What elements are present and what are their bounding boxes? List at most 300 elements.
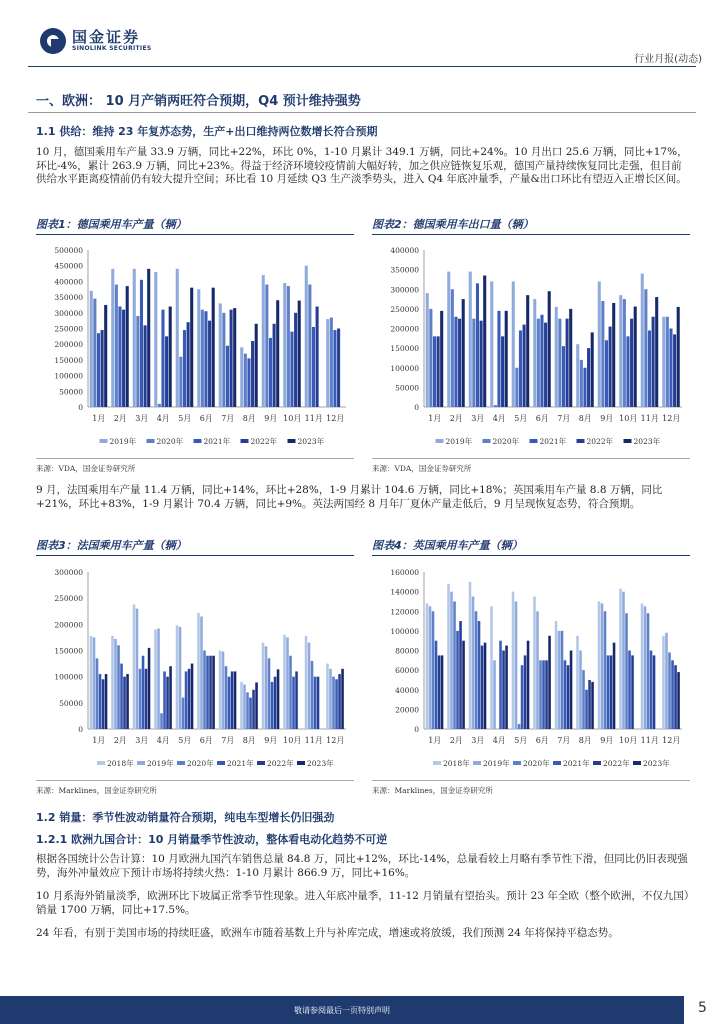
chart-france-production [36, 562, 354, 777]
bar [154, 272, 157, 407]
bar [576, 636, 579, 729]
bar [147, 269, 150, 407]
bar [652, 317, 655, 407]
bar [458, 319, 461, 407]
x-tick-label: 2月 [449, 414, 463, 423]
bar [225, 666, 228, 729]
bar [294, 313, 297, 407]
bar [622, 592, 625, 729]
legend-label: 2019年 [483, 759, 510, 768]
bar [158, 404, 161, 407]
bar [133, 604, 136, 729]
figure-3-title-rule [36, 555, 354, 556]
bar [161, 310, 164, 407]
paragraph-france-uk: 9 月，法国乘用车产量 11.4 万辆，同比+14%，环比+28%，1-9 月累计 104.6 万辆，同比+18%；英国乘用车产量 8.8 万辆，同比+21%，环比+83%，1-9 月累计 70.4 万辆，同比+9%。英法两国经 8 月年厂夏休产量走低后，9 月呈现恢复态势，符合预期。 [36, 484, 663, 510]
bar [523, 325, 526, 407]
bar [326, 319, 329, 407]
x-tick-label: 5月 [514, 736, 528, 745]
bar [539, 660, 542, 729]
bar [314, 677, 317, 729]
legend-label: 2019年 [445, 437, 473, 446]
bar [274, 677, 277, 729]
legend-label: 2023年 [633, 437, 661, 446]
x-tick-label: 9月 [264, 736, 278, 745]
bar [93, 637, 96, 729]
bar [555, 621, 558, 729]
bar [628, 651, 631, 730]
x-tick-label: 8月 [578, 736, 592, 745]
bar [459, 621, 462, 729]
x-tick-label: 10月 [619, 414, 638, 423]
bar [469, 272, 472, 407]
bar [653, 655, 656, 729]
bar [252, 690, 255, 729]
section-title: 一、欧洲： 10 月产销两旺符合预期，Q4 预计维持强势 [36, 94, 361, 109]
bar [99, 674, 102, 729]
bar [544, 323, 547, 407]
page-number: 5 [698, 1000, 707, 1016]
bar [133, 269, 136, 407]
bar [677, 672, 680, 729]
bar [591, 332, 594, 407]
logo-en: SINOLINK SECURITIES [72, 45, 152, 52]
footer-disclaimer: 敬请参阅最后一页特别声明 [294, 1006, 390, 1015]
legend-swatch [297, 761, 305, 765]
x-tick-label: 6月 [199, 736, 213, 745]
bar [456, 631, 459, 729]
bar [437, 336, 440, 407]
bar [542, 660, 545, 729]
bar [585, 690, 588, 729]
bar [605, 340, 608, 407]
bar [526, 295, 529, 407]
subsection-1-1-title: 1.1 供给：维持 23 年复苏态势，生产+出口维持两位数增长符合预期 [36, 125, 378, 138]
bar [558, 631, 561, 729]
bar [212, 288, 215, 407]
bar [136, 316, 139, 407]
legend-label: 2022年 [603, 759, 630, 768]
section-divider [28, 112, 696, 113]
bar [169, 666, 172, 729]
legend-label: 2020年 [523, 759, 550, 768]
x-tick-label: 4月 [156, 414, 170, 423]
bar [519, 330, 522, 407]
x-tick-label: 11月 [640, 414, 659, 423]
bar [494, 405, 497, 407]
legend-swatch [241, 439, 249, 443]
bar [671, 660, 674, 729]
bar [111, 269, 114, 407]
bar [666, 317, 669, 407]
paragraph-sales-3: 24 年看，有别于美国市场的持续旺盛，欧洲车市随着基数上升与补库完成，增速或将放缓，我们预测 24 年将保持平稳态势。 [36, 927, 619, 939]
figure-4-title: 图表4：英国乘用车产量（辆） [372, 539, 523, 552]
y-tick-label: 150000 [390, 344, 419, 354]
bar [163, 671, 166, 729]
legend-label: 2018年 [443, 759, 470, 768]
bar [497, 311, 500, 407]
bar [126, 286, 129, 407]
y-tick-label: 50000 [395, 383, 419, 393]
legend-label: 2019年 [109, 437, 137, 446]
bar [169, 307, 172, 407]
bar [429, 606, 432, 729]
bar [139, 669, 142, 729]
bar [582, 670, 585, 729]
bar [462, 299, 465, 407]
bar [126, 674, 129, 729]
bar [228, 677, 231, 729]
logo-icon [40, 28, 66, 54]
bar [569, 309, 572, 407]
y-tick-label: 150000 [54, 355, 83, 365]
legend-swatch [473, 761, 481, 765]
bar [631, 655, 634, 729]
y-tick-label: 100000 [390, 363, 419, 373]
bar [136, 609, 139, 729]
legend-swatch [97, 761, 105, 765]
y-tick-label: 200000 [54, 340, 83, 350]
bar [598, 601, 601, 729]
bar [197, 289, 200, 407]
bar [601, 603, 604, 729]
bar [478, 621, 481, 729]
bar [647, 613, 650, 729]
legend-swatch [624, 439, 632, 443]
legend-label: 2023年 [307, 759, 334, 768]
bar [475, 611, 478, 729]
x-tick-label: 5月 [178, 736, 192, 745]
bar [558, 319, 561, 407]
y-tick-label: 250000 [54, 594, 83, 604]
bar [123, 677, 126, 729]
bar [515, 368, 518, 407]
bar [677, 307, 680, 407]
bar [438, 655, 441, 729]
bar [527, 641, 530, 729]
bar [182, 698, 185, 729]
y-tick-label: 400000 [54, 277, 83, 287]
legend-label: 2018年 [107, 759, 134, 768]
y-tick-label: 100000 [390, 626, 419, 636]
bar [277, 669, 280, 729]
x-tick-label: 2月 [449, 736, 463, 745]
figure-2-source: 来源：VDA，国金证券研究所 [372, 464, 472, 473]
legend-label: 2019年 [147, 759, 174, 768]
bar [144, 325, 147, 407]
bar [118, 307, 121, 407]
bar [426, 293, 429, 407]
bar [262, 643, 265, 729]
bar [120, 664, 123, 729]
x-tick-label: 2月 [113, 414, 127, 423]
bar [462, 641, 465, 729]
x-tick-label: 3月 [471, 736, 485, 745]
bar [674, 665, 677, 729]
figure-2-title: 图表2：德国乘用车出口量（辆） [372, 218, 534, 231]
x-tick-label: 12月 [326, 736, 345, 745]
x-tick-label: 1月 [92, 736, 106, 745]
bar [483, 276, 486, 407]
bar [145, 669, 148, 729]
x-tick-label: 3月 [135, 736, 149, 745]
bar [330, 318, 333, 407]
bar [311, 661, 314, 729]
bar [219, 303, 222, 407]
bar [96, 658, 99, 729]
x-tick-label: 10月 [283, 736, 302, 745]
bar [243, 685, 246, 729]
bar [634, 307, 637, 407]
bar [234, 671, 237, 729]
bar [610, 655, 613, 729]
y-tick-label: 200000 [390, 324, 419, 334]
bar [160, 713, 163, 729]
bar [93, 299, 96, 407]
y-tick-label: 50000 [59, 387, 83, 397]
bar [454, 317, 457, 407]
bar [613, 643, 616, 729]
figure-1-source: 来源：VDA，国金证券研究所 [36, 464, 136, 473]
bar [240, 682, 243, 729]
legend-label: 2022年 [586, 437, 614, 446]
bar [641, 274, 644, 407]
y-tick-label: 300000 [54, 568, 83, 577]
legend-swatch [483, 439, 491, 443]
bar [295, 671, 298, 729]
bar [548, 636, 551, 729]
y-tick-label: 150000 [54, 646, 83, 656]
chart-uk-production [372, 562, 690, 777]
bar [662, 636, 665, 729]
bar [472, 597, 475, 729]
bar [246, 692, 249, 729]
x-tick-label: 6月 [535, 736, 549, 745]
x-tick-label: 10月 [283, 414, 302, 423]
legend-swatch [100, 439, 108, 443]
bar [269, 338, 272, 407]
bar [612, 303, 615, 407]
bar [206, 656, 209, 729]
bar [255, 324, 258, 407]
bar [233, 308, 236, 407]
bar [200, 616, 203, 729]
bar [226, 346, 229, 407]
chart-germany-export [372, 240, 690, 455]
y-tick-label: 140000 [390, 587, 419, 597]
bar [447, 272, 450, 407]
bar [185, 671, 188, 729]
figure-1-title: 图表1：德国乘用车产量（辆） [36, 218, 187, 231]
bar [619, 295, 622, 407]
logo-cn: 国金证券 [72, 28, 141, 46]
x-tick-label: 12月 [326, 414, 345, 423]
bar [231, 671, 234, 729]
subsection-1-2-1-title: 1.2.1 欧洲九国合计：10 月销量季节性波动，整体看电动化趋势不可逆 [36, 833, 388, 846]
y-tick-label: 40000 [395, 685, 419, 695]
bar [480, 321, 483, 407]
bar [165, 336, 168, 407]
bar [332, 677, 335, 729]
bar [669, 329, 672, 408]
header-divider [28, 66, 696, 67]
y-tick-label: 0 [414, 725, 419, 734]
bar [441, 655, 444, 729]
bar [583, 368, 586, 407]
x-tick-label: 11月 [304, 736, 323, 745]
bar [222, 652, 225, 729]
bar [204, 311, 207, 407]
x-tick-label: 9月 [264, 414, 278, 423]
bar [555, 307, 558, 407]
bar [601, 301, 604, 407]
bar [644, 606, 647, 729]
bar [469, 582, 472, 729]
bar [117, 645, 120, 729]
bar [230, 310, 233, 407]
bar [90, 291, 93, 407]
bar [203, 651, 206, 730]
bar [429, 309, 432, 407]
bar [176, 625, 179, 729]
bar [518, 724, 521, 729]
bar [289, 656, 292, 729]
y-tick-label: 250000 [390, 304, 419, 314]
bar [247, 358, 250, 407]
x-tick-label: 1月 [428, 736, 442, 745]
legend-swatch [257, 761, 265, 765]
figure-3-title: 图表3：法国乘用车产量（辆） [36, 539, 187, 552]
company-logo [40, 28, 151, 54]
x-tick-label: 1月 [428, 414, 442, 423]
x-tick-label: 6月 [535, 414, 549, 423]
bar [648, 330, 651, 407]
figure-4-title-rule [372, 555, 690, 556]
bar [305, 266, 308, 407]
legend-label: 2021年 [203, 437, 231, 446]
legend-label: 2022年 [250, 437, 278, 446]
y-tick-label: 50000 [59, 698, 83, 708]
bar [101, 330, 104, 407]
bar [490, 606, 493, 729]
bar [104, 305, 107, 407]
bar [607, 655, 610, 729]
legend-label: 2023年 [643, 759, 670, 768]
y-tick-label: 20000 [395, 705, 419, 715]
legend-swatch [633, 761, 641, 765]
legend-swatch [137, 761, 145, 765]
y-tick-label: 500000 [54, 246, 83, 255]
x-tick-label: 8月 [242, 414, 256, 423]
bar [338, 674, 341, 729]
paragraph-sales-2: 10 月系海外销量淡季，欧洲环比下坡属正常季节性现象。进入年底冲量季，11-12 月销量有望抬头。预计 23 年全欧（整个欧洲，不仅九国）销量 1700 万辆，同比+17.5%。 [36, 890, 690, 916]
bar [140, 280, 143, 407]
bar [505, 311, 508, 407]
bar [533, 299, 536, 407]
bar [326, 664, 329, 729]
bar [579, 651, 582, 730]
bar [341, 669, 344, 729]
bar [501, 336, 504, 407]
bar [212, 656, 215, 729]
bar [312, 327, 315, 407]
bar [283, 635, 286, 729]
bar [490, 281, 493, 407]
legend-swatch [553, 761, 561, 765]
bar [283, 283, 286, 407]
bar [298, 301, 301, 407]
bar [191, 664, 194, 729]
bar [561, 631, 564, 729]
figure-3-source-rule [36, 780, 354, 781]
bar [502, 651, 505, 730]
bar [435, 641, 438, 729]
bar [588, 680, 591, 729]
bar [662, 317, 665, 407]
bar [201, 310, 204, 407]
legend-label: 2020年 [187, 759, 214, 768]
bar [484, 643, 487, 729]
x-tick-label: 4月 [492, 736, 506, 745]
bar [453, 601, 456, 729]
x-tick-label: 8月 [578, 414, 592, 423]
bar [249, 698, 252, 729]
bar [286, 637, 289, 729]
y-tick-label: 350000 [54, 293, 83, 303]
bar [333, 330, 336, 407]
bar [650, 651, 653, 730]
figure-2-source-rule [372, 458, 690, 459]
y-tick-label: 120000 [390, 607, 419, 617]
figure-1-source-rule [36, 458, 354, 459]
x-tick-label: 12月 [662, 736, 681, 745]
legend-swatch [513, 761, 521, 765]
x-tick-label: 11月 [304, 414, 323, 423]
y-tick-label: 100000 [54, 672, 83, 682]
y-tick-label: 80000 [395, 646, 419, 656]
bar [142, 656, 145, 729]
bar [255, 682, 258, 729]
bar [619, 589, 622, 729]
chart-germany-production [36, 240, 354, 455]
bar [265, 646, 268, 729]
legend-swatch [177, 761, 185, 765]
bar [251, 341, 254, 407]
legend-swatch [530, 439, 538, 443]
bar [626, 336, 629, 407]
y-tick-label: 0 [414, 403, 419, 412]
bar [308, 643, 311, 729]
x-tick-label: 3月 [471, 414, 485, 423]
legend-label: 2021年 [539, 437, 567, 446]
bar [587, 348, 590, 407]
x-tick-label: 8月 [242, 736, 256, 745]
bar [609, 327, 612, 407]
bar [176, 269, 179, 407]
legend-label: 2023年 [297, 437, 325, 446]
bar [576, 344, 579, 407]
y-tick-label: 100000 [54, 371, 83, 381]
figure-4-source: 来源：Marklines，国金证券研究所 [372, 786, 493, 795]
bar [90, 636, 93, 729]
bar [432, 611, 435, 729]
bar [111, 636, 114, 729]
x-tick-label: 4月 [492, 414, 506, 423]
bar [209, 656, 212, 729]
bar [157, 629, 160, 729]
bar [562, 346, 565, 407]
bar [276, 300, 279, 407]
bar [521, 665, 524, 729]
